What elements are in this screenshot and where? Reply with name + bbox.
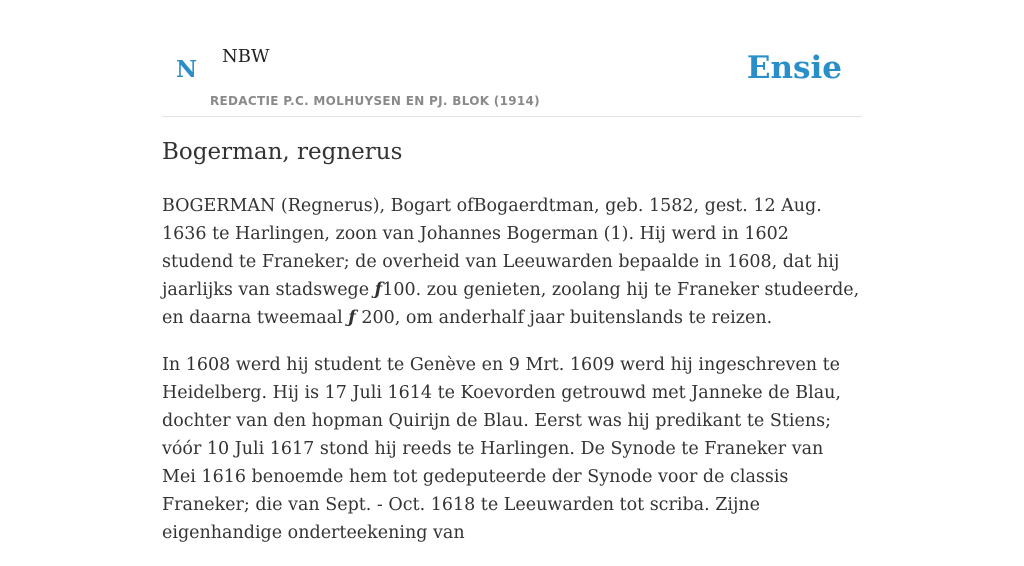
paragraph-1-text-b: 100. zou genieten, zoolang hij te Franeker studeerde, en daarna tweemaal	[162, 280, 860, 328]
source-title[interactable]: NBW	[222, 46, 270, 67]
paragraph-2: In 1608 werd hij student te Genève en 9 Mrt. 1609 werd hij ingeschreven te Heidelberg. Hij is 17 Juli 1614 te Koevorden getrouwd met Janneke de Blau, dochter van den hopman Quirijn de Blau. Eerst was hij predikant te Stiens; vóór 10 Juli 1617 stond hij reeds te Harlingen. De Synode te Franeker van Mei 1616 benoemde hem tot gedeputeerde der Synode voor de classis Franeker; die van Sept. - Oct. 1618 te Leeuwarden tot scriba. Zijne eigenhandige onderteekening van	[162, 355, 841, 543]
florin-sign: ƒ	[348, 308, 356, 328]
paragraph-1-text-c: 200, om anderhalf jaar buitenslands te reizen.	[355, 308, 773, 328]
brand-logo-link[interactable]: Ensie	[746, 50, 842, 86]
source-logo[interactable]: N	[176, 56, 198, 83]
source-subtitle: REDACTIE P.C. MOLHUYSEN EN PJ. BLOK (1914)	[210, 94, 540, 108]
paragraph-1-text-a: BOGERMAN (Regnerus), Bogart ofBogaerdtman, geb. 1582, gest. 12 Aug. 1636 te Harlingen, zoon van Johannes Bogerman (1). Hij werd in 1602 studend te Franeker; de overheid van Leeuwarden bepaalde in 1608, dat hij jaarlijks van stadswege	[162, 196, 840, 300]
florin-sign: ƒ	[374, 280, 383, 300]
paragraph-1	[162, 192, 862, 332]
article-body	[162, 192, 862, 566]
article-title: Bogerman, regnerus	[162, 139, 403, 165]
header	[162, 0, 862, 117]
